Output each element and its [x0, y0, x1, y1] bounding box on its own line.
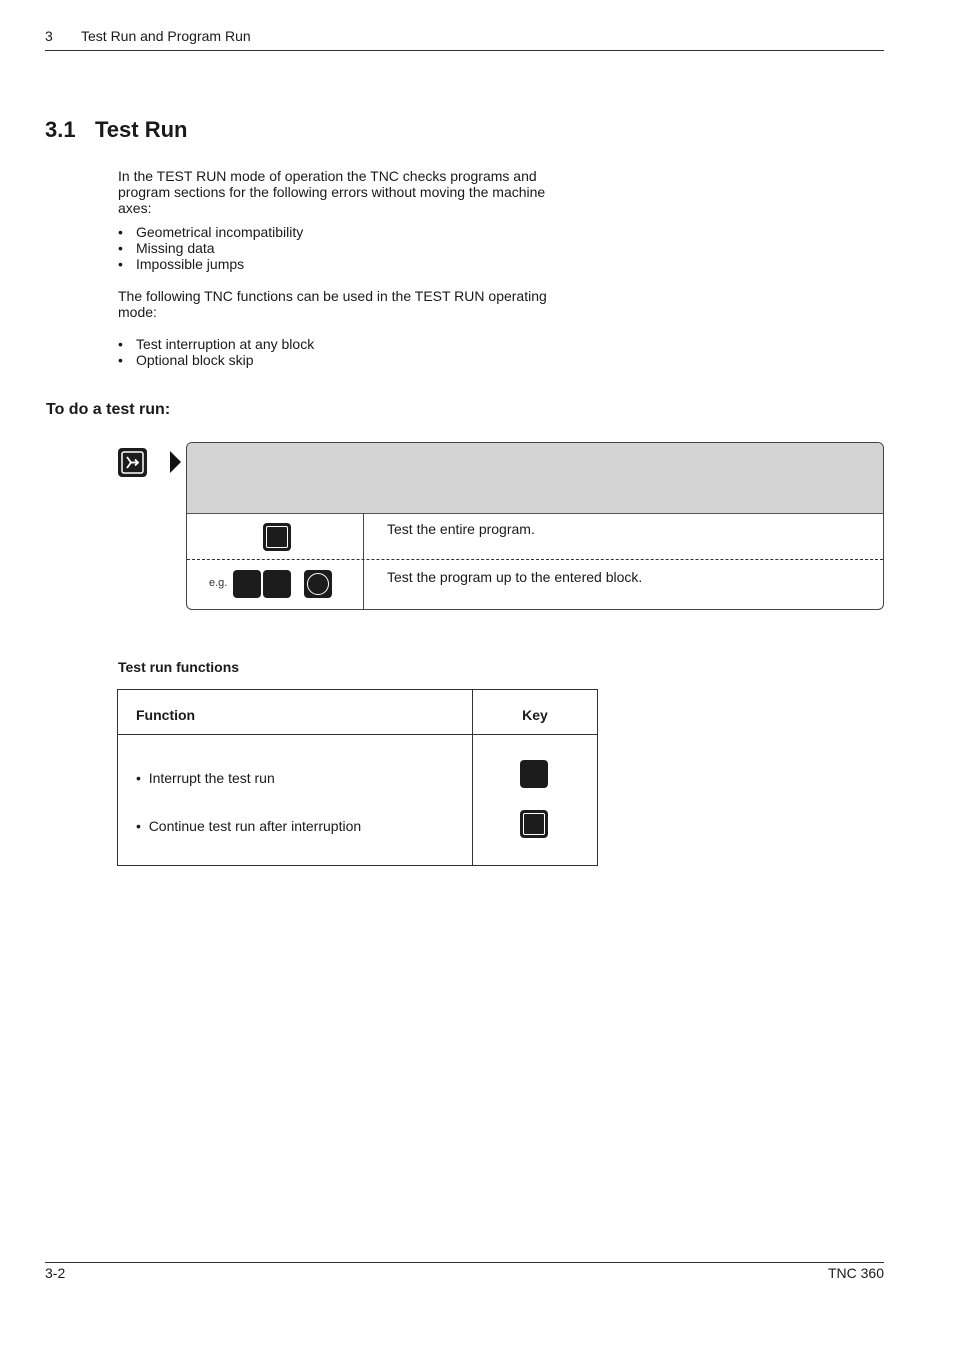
section-title — [45, 117, 187, 143]
start-key-icon — [520, 810, 548, 838]
number-key-icon — [233, 570, 261, 598]
table-row: • Interrupt the test run — [136, 770, 275, 786]
header-chapter-number: 3 — [45, 28, 53, 44]
list-item: • Missing data — [118, 240, 303, 256]
procedure-box — [186, 442, 884, 610]
goto-key-icon — [304, 570, 332, 598]
test-run-mode-icon — [118, 448, 147, 477]
number-key-icon — [263, 570, 291, 598]
product-name: TNC 360 — [827, 1265, 884, 1281]
list-item: • Test interruption at any block — [118, 336, 314, 352]
section-title-text: Test Run — [95, 117, 188, 142]
column-header-function: Function — [136, 707, 196, 723]
stop-key-icon — [520, 760, 548, 788]
intro-paragraph: In the TEST RUN mode of operation the TNC checks programs and program sections for the following errors without moving the machine axes: — [118, 168, 546, 216]
function-list — [118, 336, 314, 368]
screen-display-area — [187, 443, 883, 514]
table-caption: Test run functions — [118, 659, 240, 675]
table-row: • Continue test run after interruption — [136, 818, 362, 834]
list-item: • Geometrical incompatibility — [118, 224, 303, 240]
header-chapter-title: Test Run and Program Run — [81, 28, 251, 44]
column-header-key: Key — [522, 707, 548, 723]
error-list — [118, 224, 303, 272]
divider — [187, 559, 883, 560]
function-name: Continue test run after interruption — [148, 818, 362, 834]
procedure-heading: To do a test run: — [46, 401, 171, 418]
start-key-icon — [263, 523, 291, 551]
step-description: Test the entire program. — [387, 521, 535, 537]
list-item: • Optional block skip — [118, 352, 314, 368]
header-rule — [45, 50, 884, 51]
arrow-right-icon — [170, 451, 182, 478]
functions-intro: The following TNC functions can be used in the TEST RUN operating mode: — [118, 288, 547, 320]
section-number: 3.1 — [45, 117, 76, 142]
functions-table — [117, 689, 598, 866]
list-item: • Impossible jumps — [118, 256, 303, 272]
function-name: Interrupt the test run — [148, 770, 275, 786]
footer-rule — [45, 1262, 884, 1263]
step-description: Test the program up to the entered block. — [387, 569, 643, 585]
page-number: 3-2 — [45, 1265, 66, 1281]
example-prefix: e.g. — [209, 577, 228, 589]
